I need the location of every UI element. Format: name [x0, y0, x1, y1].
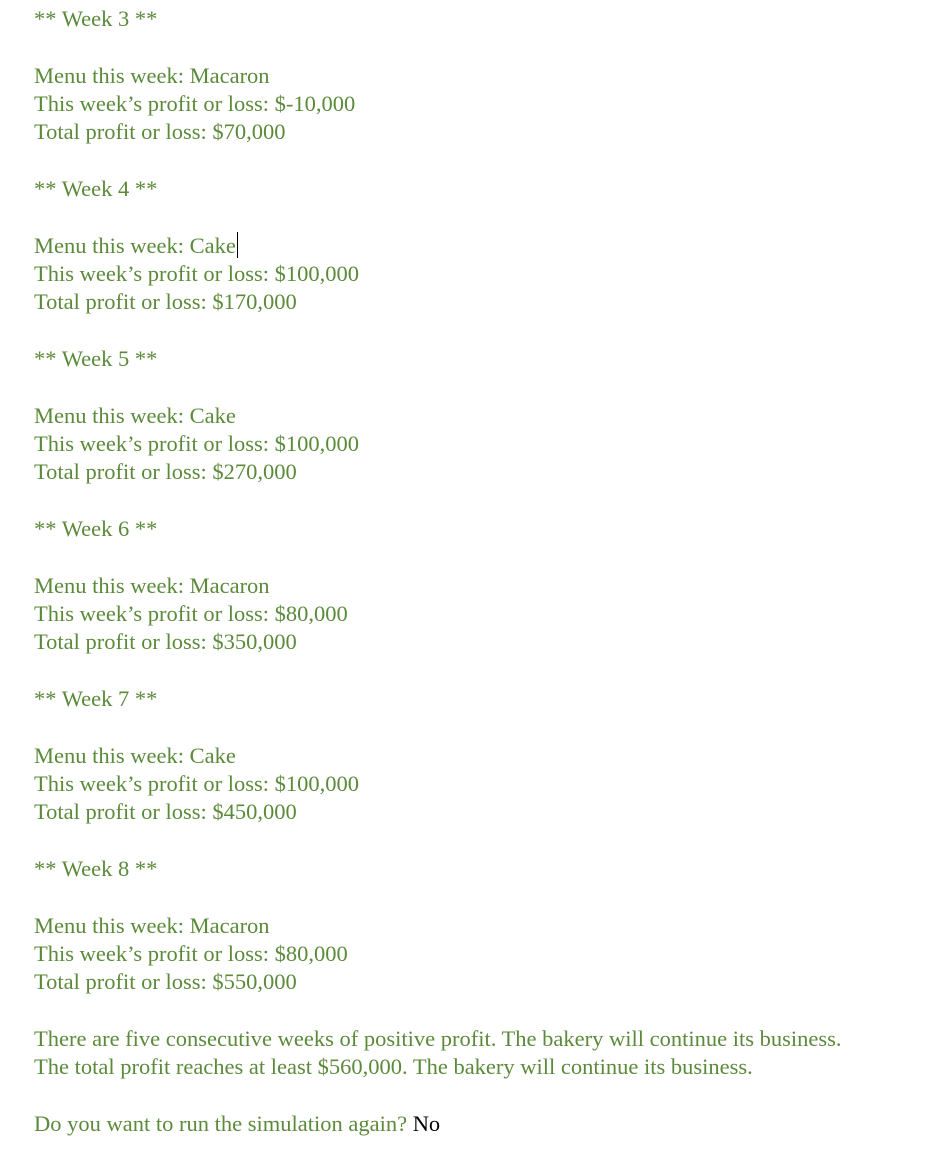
week-header: ** Week 4 ** — [34, 176, 158, 201]
menu-line: Menu this week: Cake — [34, 233, 236, 258]
week-header: ** Week 5 ** — [34, 346, 158, 371]
menu-line-with-cursor — [34, 232, 929, 260]
total-profit-line: Total profit or loss: $170,000 — [34, 289, 297, 314]
total-profit-line: Total profit or loss: $550,000 — [34, 969, 297, 994]
week-profit-line: This week’s profit or loss: $100,000 — [34, 771, 359, 796]
total-profit-line: Total profit or loss: $350,000 — [34, 629, 297, 654]
week-profit-line: This week’s profit or loss: $100,000 — [34, 431, 359, 456]
week-profit-line: This week’s profit or loss: $-10,000 — [34, 91, 356, 116]
rerun-answer-input[interactable]: No — [412, 1111, 441, 1136]
simulation-output-document[interactable] — [34, 5, 929, 1138]
total-profit-line: Total profit or loss: $450,000 — [34, 799, 297, 824]
menu-line: Menu this week: Cake — [34, 403, 236, 428]
rerun-question: Do you want to run the simulation again? — [34, 1111, 413, 1136]
week-profit-line: This week’s profit or loss: $80,000 — [34, 941, 348, 966]
total-profit-line: Total profit or loss: $70,000 — [34, 119, 286, 144]
text-cursor — [237, 232, 239, 258]
week-header: ** Week 6 ** — [34, 516, 158, 541]
week-profit-line: This week’s profit or loss: $80,000 — [34, 601, 348, 626]
rerun-prompt-line — [34, 1110, 929, 1138]
week-profit-line: This week’s profit or loss: $100,000 — [34, 261, 359, 286]
consecutive-profit-conclusion: There are five consecutive weeks of positive profit. The bakery will continue its business. — [34, 1026, 842, 1051]
menu-line: Menu this week: Macaron — [34, 913, 270, 938]
total-profit-conclusion: The total profit reaches at least $560,000. The bakery will continue its business. — [34, 1054, 753, 1079]
week-header: ** Week 8 ** — [34, 856, 158, 881]
menu-line: Menu this week: Cake — [34, 743, 236, 768]
menu-line: Menu this week: Macaron — [34, 63, 270, 88]
week-header: ** Week 3 ** — [34, 6, 158, 31]
total-profit-line: Total profit or loss: $270,000 — [34, 459, 297, 484]
week-header: ** Week 7 ** — [34, 686, 158, 711]
menu-line: Menu this week: Macaron — [34, 573, 270, 598]
